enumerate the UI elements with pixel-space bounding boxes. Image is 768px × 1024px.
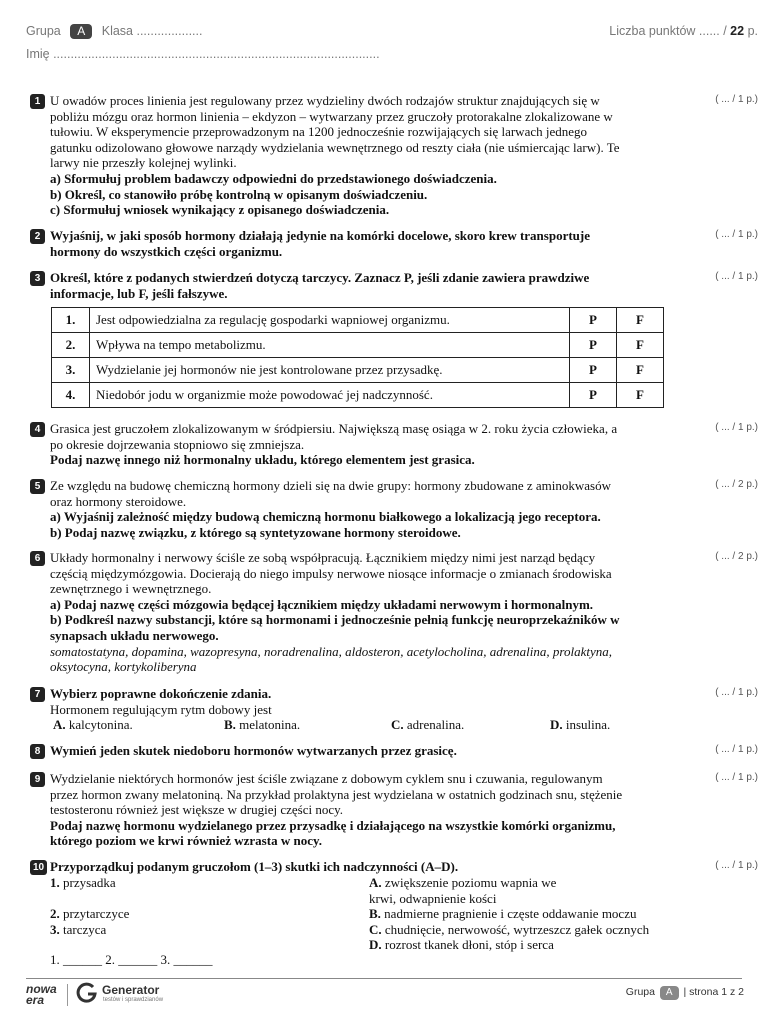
task-number: 5 bbox=[30, 479, 45, 494]
generator-logo-text: Generator bbox=[102, 983, 160, 997]
task-5 bbox=[30, 478, 690, 540]
row-number: 2. bbox=[52, 333, 90, 358]
points-label: Liczba punktów ...... / bbox=[609, 24, 727, 38]
table-row bbox=[52, 358, 664, 383]
statement: Wydzielanie jej hormonów nie jest kontrolowane przez przysadkę. bbox=[90, 358, 570, 383]
task-3 bbox=[30, 270, 690, 301]
row-number: 1. bbox=[52, 308, 90, 333]
footer-divider bbox=[26, 978, 742, 979]
false-option[interactable]: F bbox=[617, 333, 664, 358]
task-command: Podaj nazwę innego niż hormonalny układu, którego elementem jest grasica. bbox=[50, 452, 475, 468]
true-false-table bbox=[51, 307, 664, 408]
statement: Jest odpowiedzialna za regulację gospodarki wapniowej organizmu. bbox=[90, 308, 570, 333]
list-item: B. nadmierne pragnienie i częste oddawanie moczu bbox=[369, 906, 637, 922]
task-number: 4 bbox=[30, 422, 45, 437]
list-item: C. chudnięcie, nerwowość, wytrzeszcz gałek ocznych bbox=[369, 921, 650, 937]
task-command: informacje, lub F, jeśli fałszywe. bbox=[50, 285, 228, 301]
task-points: ( ... / 1 p.) bbox=[715, 94, 758, 105]
task-9 bbox=[30, 771, 690, 849]
task-text: oraz hormony steroidowe. bbox=[50, 493, 187, 509]
task-text: U owadów proces linienia jest regulowany przez wydzieliny dwóch rodzajów struktur znajdujących się w bbox=[50, 93, 600, 108]
option-a[interactable]: A. kalcytonina. bbox=[53, 717, 133, 733]
task-text: testosteronu również jest większe w drugiej części nocy. bbox=[50, 802, 344, 818]
task-text: po okresie dojrzewania stopniowo się zmniejsza. bbox=[50, 436, 305, 452]
task-command: b) Podaj nazwę związku, z którego są syntetyzowane hormony steroidowe. bbox=[50, 524, 461, 540]
task-number: 1 bbox=[30, 94, 45, 109]
task-command: Podaj nazwę hormonu wydzielanego przez przysadkę i działającego na wszystkie komórki organizmu, bbox=[50, 817, 616, 833]
list-item: A. zwiększenie poziomu wapnia we bbox=[369, 875, 557, 890]
gland-list bbox=[50, 875, 129, 937]
task-points: ( ... / 1 p.) bbox=[715, 744, 758, 755]
task-number: 9 bbox=[30, 772, 45, 787]
list-item: 3. tarczyca bbox=[50, 921, 107, 937]
task-points: ( ... / 1 p.) bbox=[715, 772, 758, 783]
false-option[interactable]: F bbox=[617, 308, 664, 333]
statement: Niedobór jodu w organizmie może powodować jej nadczynność. bbox=[90, 383, 570, 408]
task-text: przez hormon zwany melatoniną. Na przykład prolaktyna jest wydzielana w ostatnich godzinach snu, stężenie bbox=[50, 786, 623, 802]
task-command: hormony do wszystkich części organizmu. bbox=[50, 243, 283, 259]
task-command: Przyporządkuj podanym gruczołom (1–3) skutki ich nadczynności (A–D). bbox=[50, 859, 459, 874]
false-option[interactable]: F bbox=[617, 358, 664, 383]
task-points: ( ... / 2 p.) bbox=[715, 479, 758, 490]
answer-line[interactable]: 1. ______ 2. ______ 3. ______ bbox=[50, 952, 213, 967]
true-option[interactable]: P bbox=[570, 383, 617, 408]
points-unit: p. bbox=[747, 24, 758, 38]
task-6 bbox=[30, 550, 690, 675]
task-8 bbox=[30, 743, 690, 759]
table-row bbox=[52, 308, 664, 333]
effect-list bbox=[369, 875, 649, 953]
task-points: ( ... / 1 p.) bbox=[715, 860, 758, 871]
task-command: b) Określ, co stanowiło próbę kontrolną w opisanym doświadczeniu. bbox=[50, 186, 428, 202]
option-b[interactable]: B. melatonina. bbox=[224, 717, 301, 733]
class-field[interactable]: Klasa ................... bbox=[101, 24, 203, 38]
task-command: a) Sformułuj problem badawczy odpowiedni do przedstawionego doświadczenia. bbox=[50, 170, 497, 186]
option-d[interactable]: D. insulina. bbox=[550, 717, 611, 733]
task-2 bbox=[30, 228, 690, 259]
page-indicator: Grupa A | strona 1 z 2 bbox=[625, 986, 744, 998]
task-number: 10 bbox=[30, 860, 47, 875]
group-label: Grupa bbox=[26, 24, 61, 38]
task-number: 6 bbox=[30, 551, 45, 566]
task-text: Grasica jest gruczołem zlokalizowanym w śródpiersiu. Największą masę osiąga w 2. roku życia człowieka, a bbox=[50, 421, 618, 436]
task-1 bbox=[30, 93, 690, 218]
task-points: ( ... / 1 p.) bbox=[715, 229, 758, 240]
points-max: 22 bbox=[730, 24, 745, 38]
task-command: Wymień jeden skutek niedoboru hormonów wytwarzanych przez grasicę. bbox=[50, 743, 457, 758]
task-10 bbox=[30, 859, 690, 971]
task-command: Wybierz poprawne dokończenie zdania. bbox=[50, 686, 272, 701]
task-text: częścią międzymózgowia. Docierają do niego impulsy nerwowe niosące informacje o zmianach środowiska bbox=[50, 565, 612, 581]
true-option[interactable]: P bbox=[570, 358, 617, 383]
task-number: 8 bbox=[30, 744, 45, 759]
generator-logo-subtitle: testów i sprawdzianów bbox=[103, 997, 164, 1003]
group-badge: A bbox=[70, 24, 92, 39]
task-text: larwy nie przeszły kolejnej wylinki. bbox=[50, 155, 237, 171]
table-row bbox=[52, 333, 664, 358]
task-number: 3 bbox=[30, 271, 45, 286]
task-text: gatunku odizolowano głowowe narządy wydzielania wewnętrznego od reszty ciała (nie uśmiercając larw). Te bbox=[50, 139, 620, 155]
task-command: Określ, które z podanych stwierdzeń dotyczą tarczycy. Zaznacz P, jeśli zdanie zawiera prawdziwe bbox=[50, 270, 590, 285]
option-c[interactable]: C. adrenalina. bbox=[391, 717, 465, 733]
list-item: 2. przytarczyce bbox=[50, 906, 130, 921]
statement: Wpływa na tempo metabolizmu. bbox=[90, 333, 570, 358]
row-number: 3. bbox=[52, 358, 90, 383]
false-option[interactable]: F bbox=[617, 383, 664, 408]
task-command: którego poziom we krwi również wzrasta w nocy. bbox=[50, 833, 322, 849]
task-points: ( ... / 1 p.) bbox=[715, 687, 758, 698]
substance-list[interactable]: oksytocyna, kortykoliberyna bbox=[50, 659, 197, 675]
footer-group-badge: A bbox=[660, 986, 679, 1000]
task-4 bbox=[30, 421, 690, 468]
list-item: D. rozrost tkanek dłoni, stóp i serca bbox=[369, 937, 554, 953]
list-item: krwi, odwapnienie kości bbox=[369, 890, 497, 906]
task-number: 2 bbox=[30, 229, 45, 244]
points-total bbox=[609, 24, 758, 38]
table-row bbox=[52, 383, 664, 408]
true-option[interactable]: P bbox=[570, 333, 617, 358]
task-text: Ze względu na budowę chemiczną hormony dzieli się na dwie grupy: hormony zbudowane z aminokwasów bbox=[50, 478, 611, 493]
task-command: synapsach układu nerwowego. bbox=[50, 627, 219, 643]
true-option[interactable]: P bbox=[570, 308, 617, 333]
task-text: Wydzielanie niektórych hormonów jest ściśle związane z dobowym cyklem snu i czuwania, regulowanym bbox=[50, 771, 603, 786]
task-text: zewnętrznego i wewnętrznego. bbox=[50, 581, 212, 597]
substance-list[interactable]: somatostatyna, dopamina, wazopresyna, noradrenalina, aldosteron, acetylocholina, adrenalina, prolaktyna, bbox=[50, 643, 612, 659]
task-number: 7 bbox=[30, 687, 45, 702]
generator-logo-icon bbox=[76, 982, 98, 1004]
task-text: Hormonem regulującym rytm dobowy jest bbox=[50, 701, 272, 717]
task-text: tułowiu. W eksperymencie przeprowadzonym na 1200 jednocześnie rozwijających się larwach jednego bbox=[50, 124, 588, 140]
task-text: pobliżu mózgu oraz hormon linienia – ekdyzon – wytwarzany przez gruczoły protorakalne zlokalizowane w bbox=[50, 108, 613, 124]
name-field[interactable]: Imię .............................................................................................. bbox=[26, 47, 380, 61]
task-command: b) Podkreśl nazwy substancji, które są hormonami i jednocześnie pełnią funkcję neuroprzekaźników w bbox=[50, 612, 620, 628]
nowa-era-logo: nowa era bbox=[26, 982, 57, 1007]
list-item: 1. przysadka bbox=[50, 875, 116, 890]
task-points: ( ... / 2 p.) bbox=[715, 551, 758, 562]
task-command: c) Sformułuj wniosek wynikający z opisanego doświadczenia. bbox=[50, 202, 390, 218]
task-points: ( ... / 1 p.) bbox=[715, 271, 758, 282]
task-command: Wyjaśnij, w jaki sposób hormony działają jedynie na komórki docelowe, skoro krew transportuje bbox=[50, 228, 591, 243]
task-points: ( ... / 1 p.) bbox=[715, 422, 758, 433]
task-7 bbox=[30, 686, 690, 733]
task-text: Układy hormonalny i nerwowy ściśle ze sobą współpracują. Łącznikiem między nimi jest narząd będący bbox=[50, 550, 596, 565]
task-command: a) Podaj nazwę części mózgowia będącej łącznikiem między układami nerwowym i hormonalnym. bbox=[50, 596, 594, 612]
header-group-row bbox=[26, 24, 202, 39]
row-number: 4. bbox=[52, 383, 90, 408]
logo-divider bbox=[67, 984, 68, 1006]
task-command: a) Wyjaśnij zależność między budową chemiczną hormonu białkowego a lokalizacją jego receptora. bbox=[50, 509, 601, 525]
